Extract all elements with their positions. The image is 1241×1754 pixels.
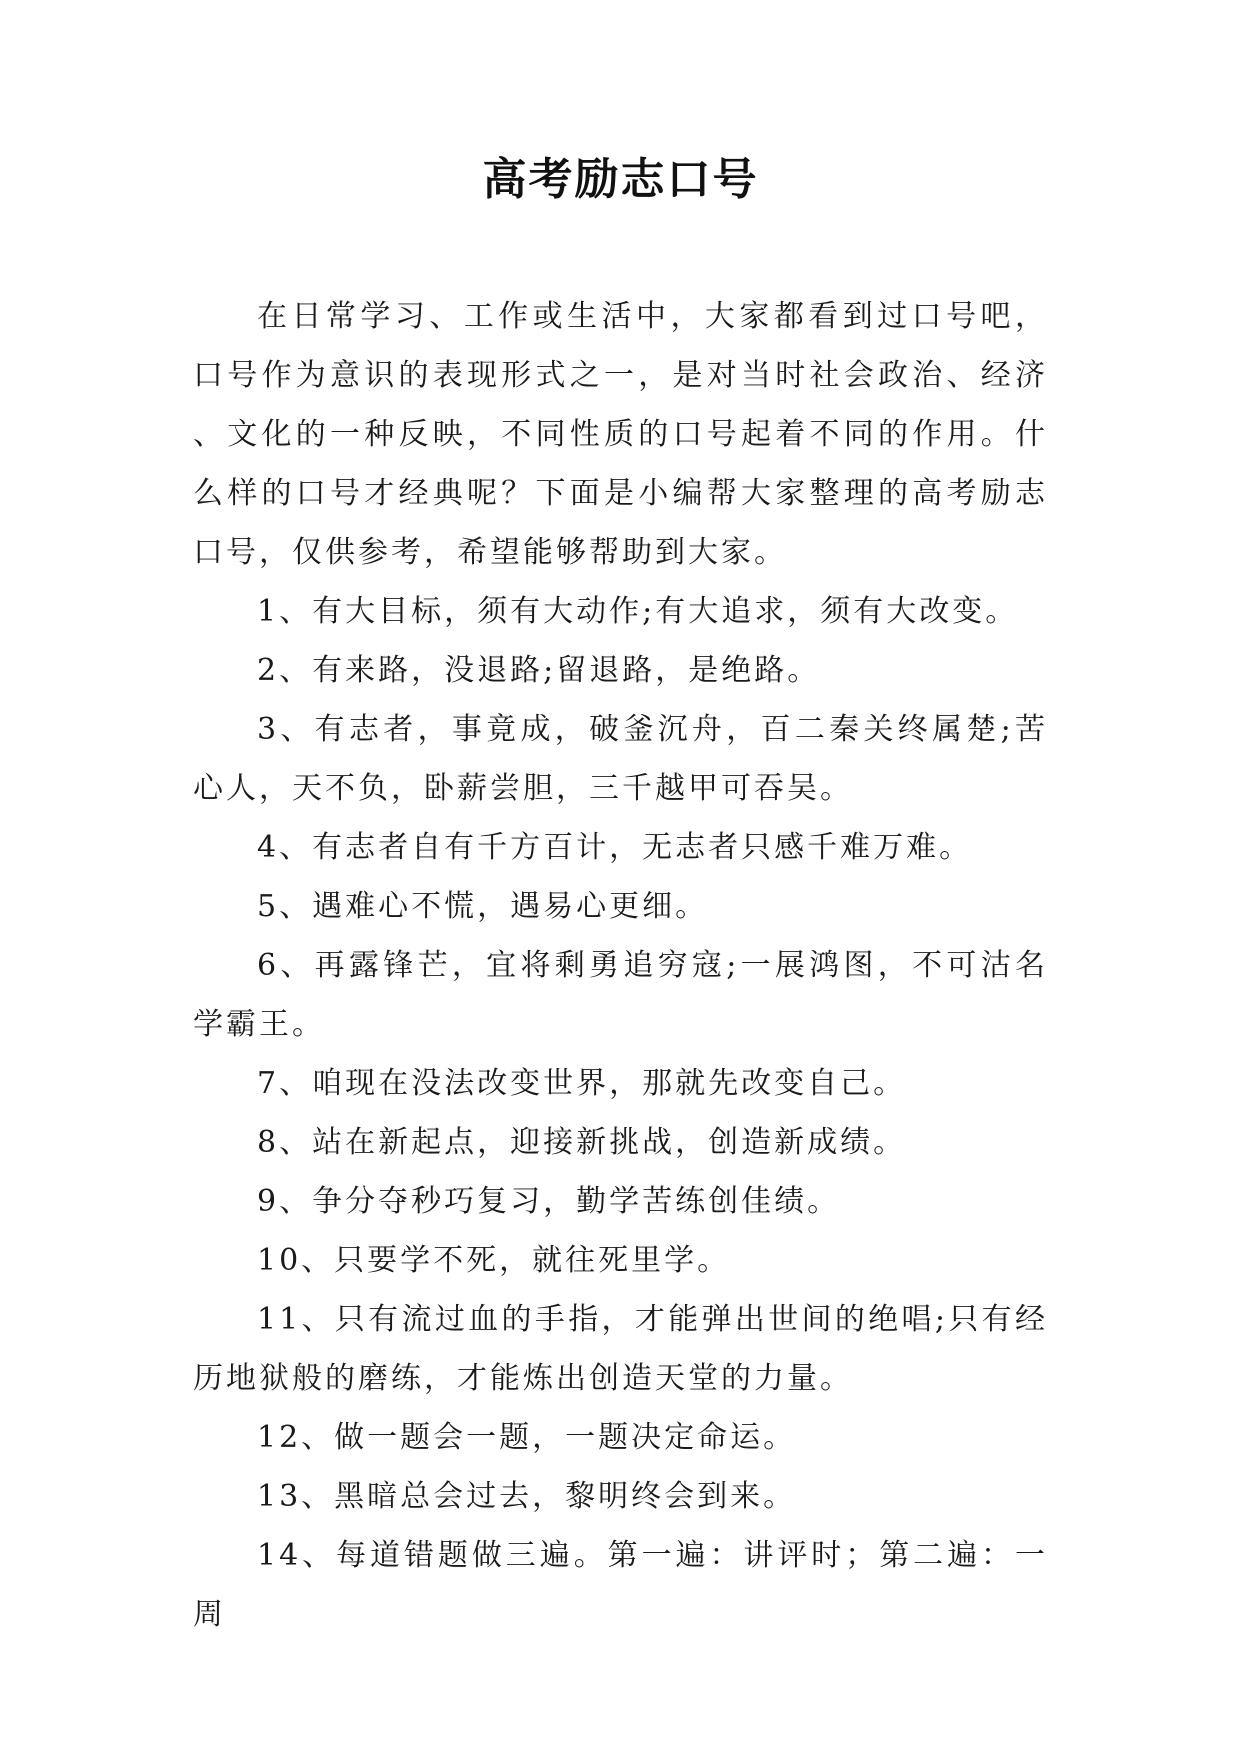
slogan-item-3: 3、有志者，事竟成，破釜沉舟，百二秦关终属楚;苦心人，天不负，卧薪尝胆，三千越甲可吞吴。 [193,712,1048,806]
slogan-item-6: 6、再露锋芒，宜将剩勇追穷寇;一展鸿图，不可沽名学霸王。 [193,948,1048,1042]
slogan-item-8: 8、站在新起点，迎接新挑战，创造新成绩。 [257,1125,907,1160]
intro-paragraph: 在日常学习、工作或生活中，大家都看到过口号吧，口号作为意识的表现形式之一，是对当时社会政治、经济、文化的一种反映，不同性质的口号起着不同的作用。什么样的口号才经典呢？下面是小编帮大家整理的高考励志口号，仅供参考，希望能够帮助到大家。 [193,299,1048,570]
document-title: 高考励志口号 [482,154,759,205]
slogan-item-9: 9、争分夺秒巧复习，勤学苦练创佳绩。 [257,1184,841,1219]
slogan-item-4: 4、有志者自有千方百计，无志者只感千难万难。 [257,830,973,865]
slogan-item-1: 1、有大目标，须有大动作;有大追求，须有大改变。 [257,594,1019,629]
document-body [193,287,1048,1644]
slogan-item-5: 5、遇难心不慌，遇易心更细。 [257,889,709,924]
slogan-item-7: 7、咱现在没法改变世界，那就先改变自己。 [257,1066,907,1101]
slogan-item-11: 11、只有流过血的手指，才能弹出世间的绝唱;只有经历地狱般的磨练，才能炼出创造天堂的力量。 [193,1302,1048,1396]
slogan-item-13: 13、黑暗总会过去，黎明终会到来。 [257,1479,797,1514]
slogan-item-12: 12、做一题会一题，一题决定命运。 [257,1420,797,1455]
slogan-item-14: 14、每道错题做三遍。第一遍：讲评时；第二遍：一周 [193,1538,1048,1632]
slogan-item-2: 2、有来路，没退路;留退路，是绝路。 [257,653,821,688]
slogan-item-10: 10、只要学不死，就往死里学。 [257,1243,731,1278]
